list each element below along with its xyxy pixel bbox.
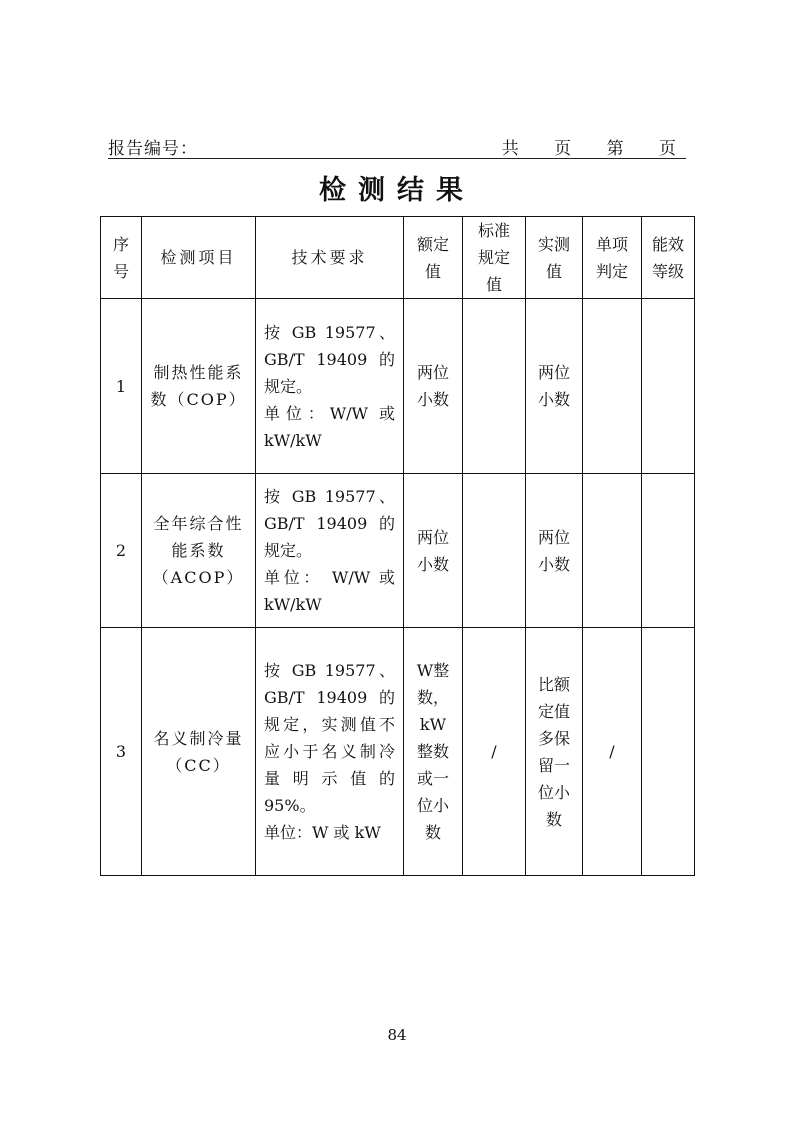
row-measured: 两位小数	[526, 299, 583, 474]
column-header-no: 序号	[101, 217, 142, 299]
table-header-row	[101, 217, 695, 299]
row-rated: W整数，kW整数或一位小数	[404, 628, 463, 876]
row-judgement	[583, 474, 642, 628]
page-number: 84	[387, 1026, 407, 1044]
row-measured: 比额定值多保留一位小数	[526, 628, 583, 876]
column-header-item: 检测项目	[142, 217, 256, 299]
row-requirement: 按 GB 19577、 GB/T 19409 的 规定。 单位：W/W 或 kW/kW	[256, 299, 404, 474]
table-row	[101, 299, 695, 474]
results-table	[100, 216, 695, 876]
row-item: 全年综合性能系数（ACOP）	[142, 474, 256, 628]
row-judgement	[583, 299, 642, 474]
row-judgement: /	[583, 628, 642, 876]
report-number-label: 报告编号：	[108, 139, 198, 159]
row-standard	[463, 299, 526, 474]
page-title: 检测结果	[319, 175, 475, 206]
column-header-grade: 能效等级	[642, 217, 695, 299]
row-grade	[642, 628, 695, 876]
table-row	[101, 628, 695, 876]
column-header-requirement: 技术要求	[256, 217, 404, 299]
column-header-rated: 额定值	[404, 217, 463, 299]
row-no: 2	[101, 474, 142, 628]
row-grade	[642, 474, 695, 628]
row-requirement: 按 GB 19577、 GB/T 19409 的 规定，实测值不 应小于名义制冷 量明示值的 95%。 单位：W 或 kW	[256, 628, 404, 876]
row-no: 3	[101, 628, 142, 876]
row-standard	[463, 474, 526, 628]
row-measured: 两位小数	[526, 474, 583, 628]
column-header-judgement: 单项判定	[583, 217, 642, 299]
row-requirement: 按 GB 19577、 GB/T 19409 的 规定。 单位： W/W 或 kW/kW	[256, 474, 404, 628]
row-item: 制热性能系数（COP）	[142, 299, 256, 474]
row-rated: 两位小数	[404, 474, 463, 628]
row-standard: /	[463, 628, 526, 876]
column-header-measured: 实测值	[526, 217, 583, 299]
report-header	[108, 132, 686, 159]
page-info: 共 页 第 页	[501, 139, 686, 159]
table-row	[101, 474, 695, 628]
row-grade	[642, 299, 695, 474]
row-no: 1	[101, 299, 142, 474]
row-item: 名义制冷量（CC）	[142, 628, 256, 876]
row-rated: 两位小数	[404, 299, 463, 474]
column-header-standard: 标准规定值	[463, 217, 526, 299]
